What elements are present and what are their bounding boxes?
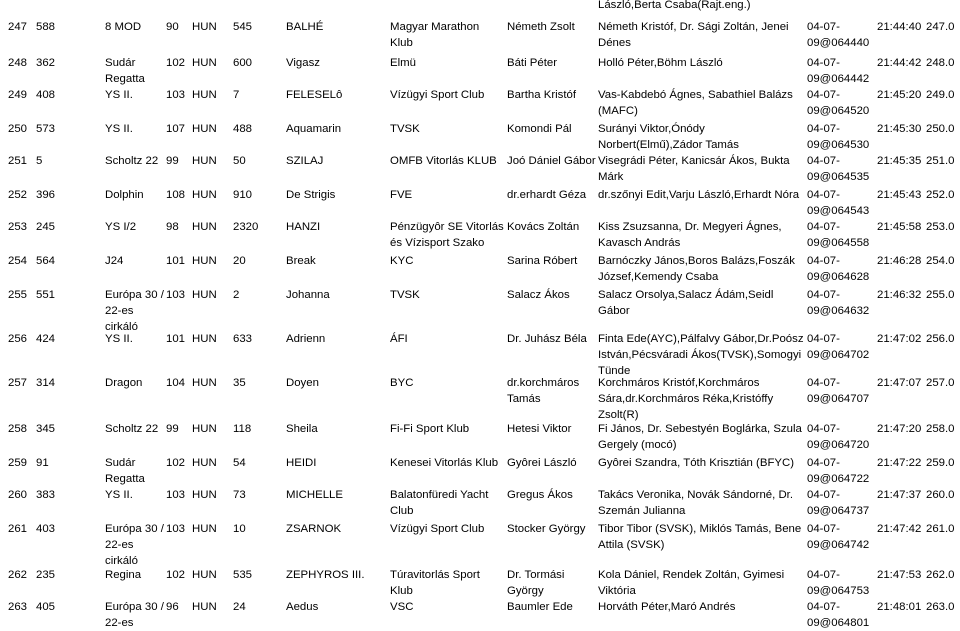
- handicap-cell: 98: [166, 221, 179, 233]
- finish-time-cell: 21:47:42: [877, 523, 922, 535]
- sail-no-cell: 396: [36, 189, 56, 201]
- boat-name-cell: Johanna: [286, 289, 330, 301]
- boat-name-cell: Aquamarin: [286, 123, 342, 135]
- finish-time-cell: 21:47:20: [877, 423, 922, 435]
- boat-name-cell: De Strigis: [286, 189, 336, 201]
- club-cell: Túravitorlás Sport Klub: [390, 569, 480, 597]
- handicap-cell: 108: [166, 189, 186, 201]
- score-cell: 262.0: [926, 569, 955, 581]
- skipper-cell: Dr. Juhász Béla: [507, 333, 587, 345]
- boat-no-cell: 54: [233, 457, 246, 469]
- sail-no-cell: 362: [36, 57, 56, 69]
- boat-no-cell: 535: [233, 569, 253, 581]
- place-cell: 263: [8, 601, 28, 613]
- club-cell: VSC: [390, 601, 414, 613]
- class-cell: Dolphin: [105, 189, 144, 201]
- finish-code-cell: 04-07-09@064440: [807, 21, 870, 49]
- nation-cell: HUN: [192, 457, 217, 469]
- handicap-cell: 99: [166, 155, 179, 167]
- crew-cell: Németh Kristóf, Dr. Sági Zoltán, Jenei Dénes: [598, 21, 789, 49]
- boat-no-cell: 2320: [233, 221, 259, 233]
- finish-code-cell: 04-07-09@064543: [807, 189, 870, 217]
- handicap-cell: 104: [166, 377, 186, 389]
- score-cell: 255.0: [926, 289, 955, 301]
- score-cell: 248.0: [926, 57, 955, 69]
- crew-cell: Vas-Kabdebó Ágnes, Sabathiel Balázs (MAFC): [598, 89, 793, 117]
- finish-time-cell: 21:45:35: [877, 155, 922, 167]
- finish-time-cell: 21:44:42: [877, 57, 922, 69]
- handicap-cell: 107: [166, 123, 186, 135]
- crew-cell: Kiss Zsuzsanna, Dr. Megyeri Ágnes, Kavasch András: [598, 221, 782, 249]
- boat-name-cell: ZSARNOK: [286, 523, 342, 535]
- handicap-cell: 103: [166, 523, 186, 535]
- nation-cell: HUN: [192, 423, 217, 435]
- boat-no-cell: 10: [233, 523, 246, 535]
- sail-no-cell: 588: [36, 21, 56, 33]
- crew-cell: dr.szőnyi Edit,Varju László,Erhardt Nóra: [598, 189, 800, 201]
- nation-cell: HUN: [192, 57, 217, 69]
- place-cell: 256: [8, 333, 28, 345]
- skipper-cell: Hetesi Viktor: [507, 423, 572, 435]
- boat-name-cell: Sheila: [286, 423, 318, 435]
- finish-code-cell: 04-07-09@064722: [807, 457, 870, 485]
- score-cell: 257.0: [926, 377, 955, 389]
- sail-no-cell: 383: [36, 489, 56, 501]
- finish-time-cell: 21:45:30: [877, 123, 922, 135]
- nation-cell: HUN: [192, 21, 217, 33]
- sail-no-cell: 345: [36, 423, 56, 435]
- class-cell: Sudár Regatta: [105, 57, 145, 85]
- skipper-cell: Báti Péter: [507, 57, 558, 69]
- finish-time-cell: 21:47:37: [877, 489, 922, 501]
- club-cell: Pénzügyôr SE Vitorlás és Vízisport Szako: [390, 221, 504, 249]
- finish-code-cell: 04-07-09@064535: [807, 155, 870, 183]
- finish-time-cell: 21:48:01: [877, 601, 922, 613]
- handicap-cell: 103: [166, 89, 186, 101]
- sail-no-cell: 235: [36, 569, 56, 581]
- place-cell: 249: [8, 89, 28, 101]
- class-cell: YS II.: [105, 123, 133, 135]
- handicap-cell: 103: [166, 289, 186, 301]
- sail-no-cell: 403: [36, 523, 56, 535]
- crew-cell: Surányi Viktor,Ónódy Norbert(Elmű),Zádor Tamás: [598, 123, 739, 151]
- handicap-cell: 102: [166, 457, 186, 469]
- club-cell: Elmü: [390, 57, 416, 69]
- handicap-cell: 102: [166, 569, 186, 581]
- place-cell: 260: [8, 489, 28, 501]
- place-cell: 262: [8, 569, 28, 581]
- class-cell: YS II.: [105, 89, 133, 101]
- sail-no-cell: 245: [36, 221, 56, 233]
- finish-time-cell: 21:46:28: [877, 255, 922, 267]
- sail-no-cell: 573: [36, 123, 56, 135]
- skipper-cell: Bartha Kristóf: [507, 89, 577, 101]
- club-cell: TVSK: [390, 123, 420, 135]
- crew-cell: Fi János, Dr. Sebestyén Boglárka, Szula Gergely (mocó): [598, 423, 802, 451]
- skipper-cell: Baumler Ede: [507, 601, 573, 613]
- skipper-cell: Komondi Pál: [507, 123, 572, 135]
- class-cell: Európa 30 / 22-es cirkáló: [105, 523, 164, 567]
- class-cell: Scholtz 22: [105, 155, 159, 167]
- crew-cell: Korchmáros Kristóf,Korchmáros Sára,dr.Korchmáros Réka,Kristóffy Zsolt(R): [598, 377, 774, 421]
- finish-code-cell: 04-07-09@064707: [807, 377, 870, 405]
- club-cell: TVSK: [390, 289, 420, 301]
- score-cell: 249.0: [926, 89, 955, 101]
- crew-cell: Takács Veronika, Novák Sándorné, Dr. Szemán Julianna: [598, 489, 794, 517]
- class-cell: Sudár Regatta: [105, 457, 145, 485]
- nation-cell: HUN: [192, 123, 217, 135]
- boat-no-cell: 20: [233, 255, 246, 267]
- skipper-cell: dr.korchmáros Tamás: [507, 377, 580, 405]
- sail-no-cell: 424: [36, 333, 56, 345]
- finish-time-cell: 21:47:07: [877, 377, 922, 389]
- crew-cell: Tibor Tibor (SVSK), Miklós Tamás, Bene Attila (SVSK): [598, 523, 802, 551]
- finish-code-cell: 04-07-09@064628: [807, 255, 870, 283]
- crew-cell: Visegrádi Péter, Kanicsár Ákos, Bukta Márk: [598, 155, 790, 183]
- previous-row-fragment: László,Berta Csaba(Rajt.eng.): [598, 0, 751, 11]
- nation-cell: HUN: [192, 489, 217, 501]
- finish-code-cell: 04-07-09@064702: [807, 333, 870, 361]
- skipper-cell: Dr. Tormási György: [507, 569, 565, 597]
- place-cell: 247: [8, 21, 28, 33]
- place-cell: 253: [8, 221, 28, 233]
- boat-no-cell: 7: [233, 89, 240, 101]
- club-cell: OMFB Vitorlás KLUB: [390, 155, 497, 167]
- nation-cell: HUN: [192, 289, 217, 301]
- skipper-cell: Sarina Róbert: [507, 255, 578, 267]
- score-cell: 263.0: [926, 601, 955, 613]
- nation-cell: HUN: [192, 189, 217, 201]
- class-cell: Európa 30 / 22-es: [105, 601, 164, 629]
- boat-name-cell: Break: [286, 255, 316, 267]
- place-cell: 251: [8, 155, 28, 167]
- club-cell: Fi-Fi Sport Klub: [390, 423, 470, 435]
- crew-cell: Kola Dániel, Rendek Zoltán, Gyimesi Viktória: [598, 569, 785, 597]
- sail-no-cell: 314: [36, 377, 56, 389]
- class-cell: YS I/2: [105, 221, 137, 233]
- nation-cell: HUN: [192, 255, 217, 267]
- sail-no-cell: 408: [36, 89, 56, 101]
- boat-name-cell: ZEPHYROS III.: [286, 569, 365, 581]
- boat-name-cell: BALHÉ: [286, 21, 324, 33]
- boat-name-cell: Vigasz: [286, 57, 320, 69]
- boat-name-cell: HEIDI: [286, 457, 317, 469]
- boat-no-cell: 2: [233, 289, 240, 301]
- place-cell: 250: [8, 123, 28, 135]
- place-cell: 255: [8, 289, 28, 301]
- nation-cell: HUN: [192, 523, 217, 535]
- boat-no-cell: 50: [233, 155, 246, 167]
- place-cell: 261: [8, 523, 28, 535]
- boat-no-cell: 24: [233, 601, 246, 613]
- score-cell: 260.0: [926, 489, 955, 501]
- finish-time-cell: 21:44:40: [877, 21, 922, 33]
- skipper-cell: dr.erhardt Géza: [507, 189, 587, 201]
- club-cell: Balatonfüredi Yacht Club: [390, 489, 489, 517]
- score-cell: 261.0: [926, 523, 955, 535]
- score-cell: 251.0: [926, 155, 955, 167]
- handicap-cell: 90: [166, 21, 179, 33]
- class-cell: J24: [105, 255, 124, 267]
- finish-time-cell: 21:47:22: [877, 457, 922, 469]
- club-cell: KYC: [390, 255, 414, 267]
- finish-code-cell: 04-07-09@064737: [807, 489, 870, 517]
- score-cell: 250.0: [926, 123, 955, 135]
- skipper-cell: Salacz Ákos: [507, 289, 570, 301]
- skipper-cell: Gyôrei László: [507, 457, 577, 469]
- finish-time-cell: 21:45:58: [877, 221, 922, 233]
- sail-no-cell: 91: [36, 457, 49, 469]
- skipper-cell: Joó Dániel Gábor: [507, 155, 596, 167]
- crew-cell: Barnóczky János,Boros Balázs,Foszák József,Kemendy Csaba: [598, 255, 795, 283]
- boat-no-cell: 73: [233, 489, 246, 501]
- skipper-cell: Stocker György: [507, 523, 586, 535]
- club-cell: Kenesei Vitorlás Klub: [390, 457, 499, 469]
- crew-cell: Gyôrei Szandra, Tóth Krisztián (BFYC): [598, 457, 795, 469]
- crew-cell: Holló Péter,Böhm László: [598, 57, 723, 69]
- finish-time-cell: 21:45:20: [877, 89, 922, 101]
- handicap-cell: 99: [166, 423, 179, 435]
- sail-no-cell: 405: [36, 601, 56, 613]
- boat-no-cell: 910: [233, 189, 253, 201]
- class-cell: Európa 30 / 22-es cirkáló: [105, 289, 164, 333]
- handicap-cell: 102: [166, 57, 186, 69]
- club-cell: Magyar Marathon Klub: [390, 21, 480, 49]
- score-cell: 256.0: [926, 333, 955, 345]
- club-cell: Vízügyi Sport Club: [390, 89, 485, 101]
- place-cell: 248: [8, 57, 28, 69]
- finish-code-cell: 04-07-09@064753: [807, 569, 870, 597]
- class-cell: Scholtz 22: [105, 423, 159, 435]
- class-cell: Regina: [105, 569, 142, 581]
- nation-cell: HUN: [192, 155, 217, 167]
- boat-no-cell: 633: [233, 333, 253, 345]
- finish-time-cell: 21:47:53: [877, 569, 922, 581]
- skipper-cell: Gregus Ákos: [507, 489, 573, 501]
- boat-no-cell: 545: [233, 21, 253, 33]
- finish-code-cell: 04-07-09@064632: [807, 289, 870, 317]
- boat-no-cell: 600: [233, 57, 253, 69]
- nation-cell: HUN: [192, 377, 217, 389]
- club-cell: ÁFI: [390, 333, 408, 345]
- finish-time-cell: 21:45:43: [877, 189, 922, 201]
- boat-no-cell: 488: [233, 123, 253, 135]
- sail-no-cell: 551: [36, 289, 56, 301]
- crew-cell: Salacz Orsolya,Salacz Ádám,Seidl Gábor: [598, 289, 774, 317]
- place-cell: 258: [8, 423, 28, 435]
- nation-cell: HUN: [192, 569, 217, 581]
- score-cell: 253.0: [926, 221, 955, 233]
- finish-time-cell: 21:46:32: [877, 289, 922, 301]
- skipper-cell: Németh Zsolt: [507, 21, 575, 33]
- finish-code-cell: 04-07-09@064530: [807, 123, 870, 151]
- score-cell: 247.0: [926, 21, 955, 33]
- handicap-cell: 96: [166, 601, 179, 613]
- boat-name-cell: Adrienn: [286, 333, 326, 345]
- place-cell: 257: [8, 377, 28, 389]
- boat-no-cell: 118: [233, 423, 252, 435]
- handicap-cell: 103: [166, 489, 186, 501]
- club-cell: BYC: [390, 377, 414, 389]
- place-cell: 254: [8, 255, 28, 267]
- crew-cell: Horváth Péter,Maró Andrés: [598, 601, 736, 613]
- boat-name-cell: Doyen: [286, 377, 319, 389]
- nation-cell: HUN: [192, 221, 217, 233]
- boat-name-cell: MICHELLE: [286, 489, 343, 501]
- finish-code-cell: 04-07-09@064442: [807, 57, 870, 85]
- skipper-cell: Kovács Zoltán: [507, 221, 580, 233]
- score-cell: 252.0: [926, 189, 955, 201]
- boat-name-cell: SZILAJ: [286, 155, 324, 167]
- nation-cell: HUN: [192, 333, 217, 345]
- finish-code-cell: 04-07-09@064558: [807, 221, 870, 249]
- class-cell: Dragon: [105, 377, 143, 389]
- place-cell: 259: [8, 457, 28, 469]
- score-cell: 258.0: [926, 423, 955, 435]
- sail-no-cell: 5: [36, 155, 43, 167]
- finish-code-cell: 04-07-09@064720: [807, 423, 870, 451]
- club-cell: Vízügyi Sport Club: [390, 523, 485, 535]
- class-cell: YS II.: [105, 333, 133, 345]
- score-cell: 254.0: [926, 255, 955, 267]
- boat-name-cell: HANZI: [286, 221, 321, 233]
- boat-name-cell: Aedus: [286, 601, 319, 613]
- class-cell: YS II.: [105, 489, 133, 501]
- place-cell: 252: [8, 189, 28, 201]
- finish-time-cell: 21:47:02: [877, 333, 922, 345]
- crew-cell: Finta Ede(AYC),Pálfalvy Gábor,Dr.Poósz István,Pécsváradi Ákos(TVSK),Somogyi Tünde: [598, 333, 804, 377]
- handicap-cell: 101: [166, 255, 186, 267]
- nation-cell: HUN: [192, 601, 217, 613]
- handicap-cell: 101: [166, 333, 186, 345]
- boat-name-cell: FELESELô: [286, 89, 343, 101]
- finish-code-cell: 04-07-09@064742: [807, 523, 870, 551]
- class-cell: 8 MOD: [105, 21, 142, 33]
- sail-no-cell: 564: [36, 255, 56, 267]
- club-cell: FVE: [390, 189, 413, 201]
- nation-cell: HUN: [192, 89, 217, 101]
- finish-code-cell: 04-07-09@064801: [807, 601, 870, 629]
- boat-no-cell: 35: [233, 377, 246, 389]
- score-cell: 259.0: [926, 457, 955, 469]
- finish-code-cell: 04-07-09@064520: [807, 89, 870, 117]
